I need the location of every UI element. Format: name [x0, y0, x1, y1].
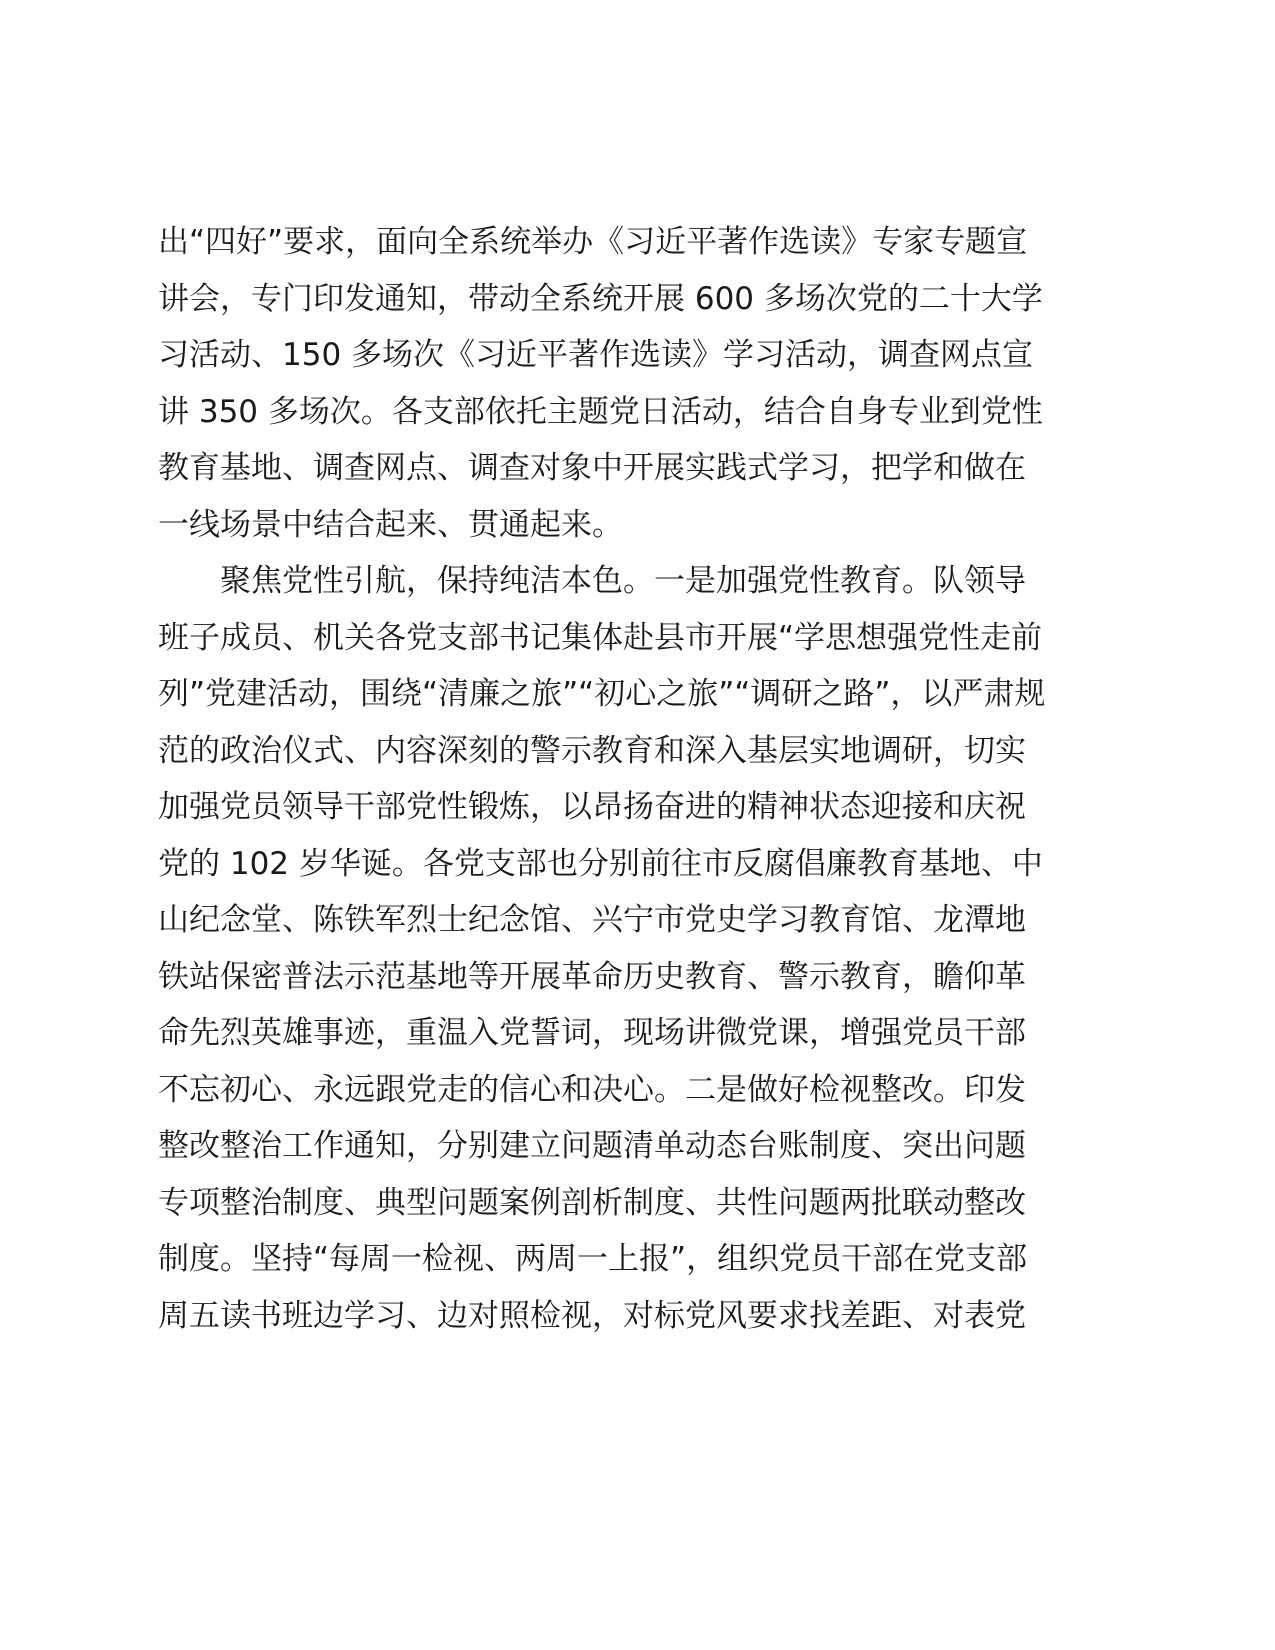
- text-line: 范的政治仪式、内容深刻的警示教育和深入基层实地调研，切实: [158, 732, 1026, 769]
- text-line: 出“四好”要求，面向全系统举办《习近平著作选读》专家专题宣: [158, 224, 1028, 260]
- text-line: 列”党建活动，围绕“清廉之旅”“初心之旅”“调研之路”，以严肃规: [158, 676, 1046, 712]
- text-line: 不忘初心、永远跟党走的信心和决心。二是做好检视整改。印发: [158, 1071, 1026, 1108]
- text-line: 铁站保密普法示范基地等开展革命历史教育、警示教育，瞻仰革: [158, 958, 1026, 995]
- text-line: 加强党员领导干部党性锻炼，以昂扬奋进的精神状态迎接和庆祝: [158, 789, 1026, 825]
- text-line: 山纪念堂、陈铁军烈士纪念馆、兴宁市党史学习教育馆、龙潭地: [158, 902, 1026, 938]
- text-line: 制度。坚持“每周一检视、两周一上报”，组织党员干部在党支部: [158, 1241, 1028, 1277]
- text-line: 一线场景中结合起来、贯通起来。: [158, 506, 623, 543]
- text-line: 教育基地、调查网点、调查对象中开展实践式学习，把学和做在: [158, 450, 1026, 486]
- text-line: 讲 350 多场次。各支部依托主题党日活动，结合自身专业到党性: [158, 393, 1043, 430]
- text-line: 习活动、150 多场次《习近平著作选读》学习活动，调查网点宣: [158, 337, 1034, 373]
- text-line: 周五读书班边学习、边对照检视，对标党风要求找差距、对表党: [158, 1297, 1026, 1334]
- paragraph-start-line: 聚焦党性引航，保持纯洁本色。一是加强党性教育。队领导: [220, 563, 1026, 599]
- text-line: 专项整治制度、典型问题案例剖析制度、共性问题两批联动整改: [158, 1184, 1026, 1221]
- text-line: 班子成员、机关各党支部书记集体赴县市开展“学思想强党性走前: [158, 619, 1043, 656]
- text-line: 命先烈英雄事迹，重温入党誓词，现场讲微党课，增强党员干部: [158, 1015, 1026, 1051]
- body-text: [158, 214, 1078, 1344]
- text-line: 讲会，专门印发通知，带动全系统开展 600 多场次党的二十大学: [158, 280, 1043, 317]
- text-line: 党的 102 岁华诞。各党支部也分别前往市反腐倡廉教育基地、中: [158, 845, 1043, 882]
- text-line: 整改整治工作通知，分别建立问题清单动态台账制度、突出问题: [158, 1128, 1026, 1164]
